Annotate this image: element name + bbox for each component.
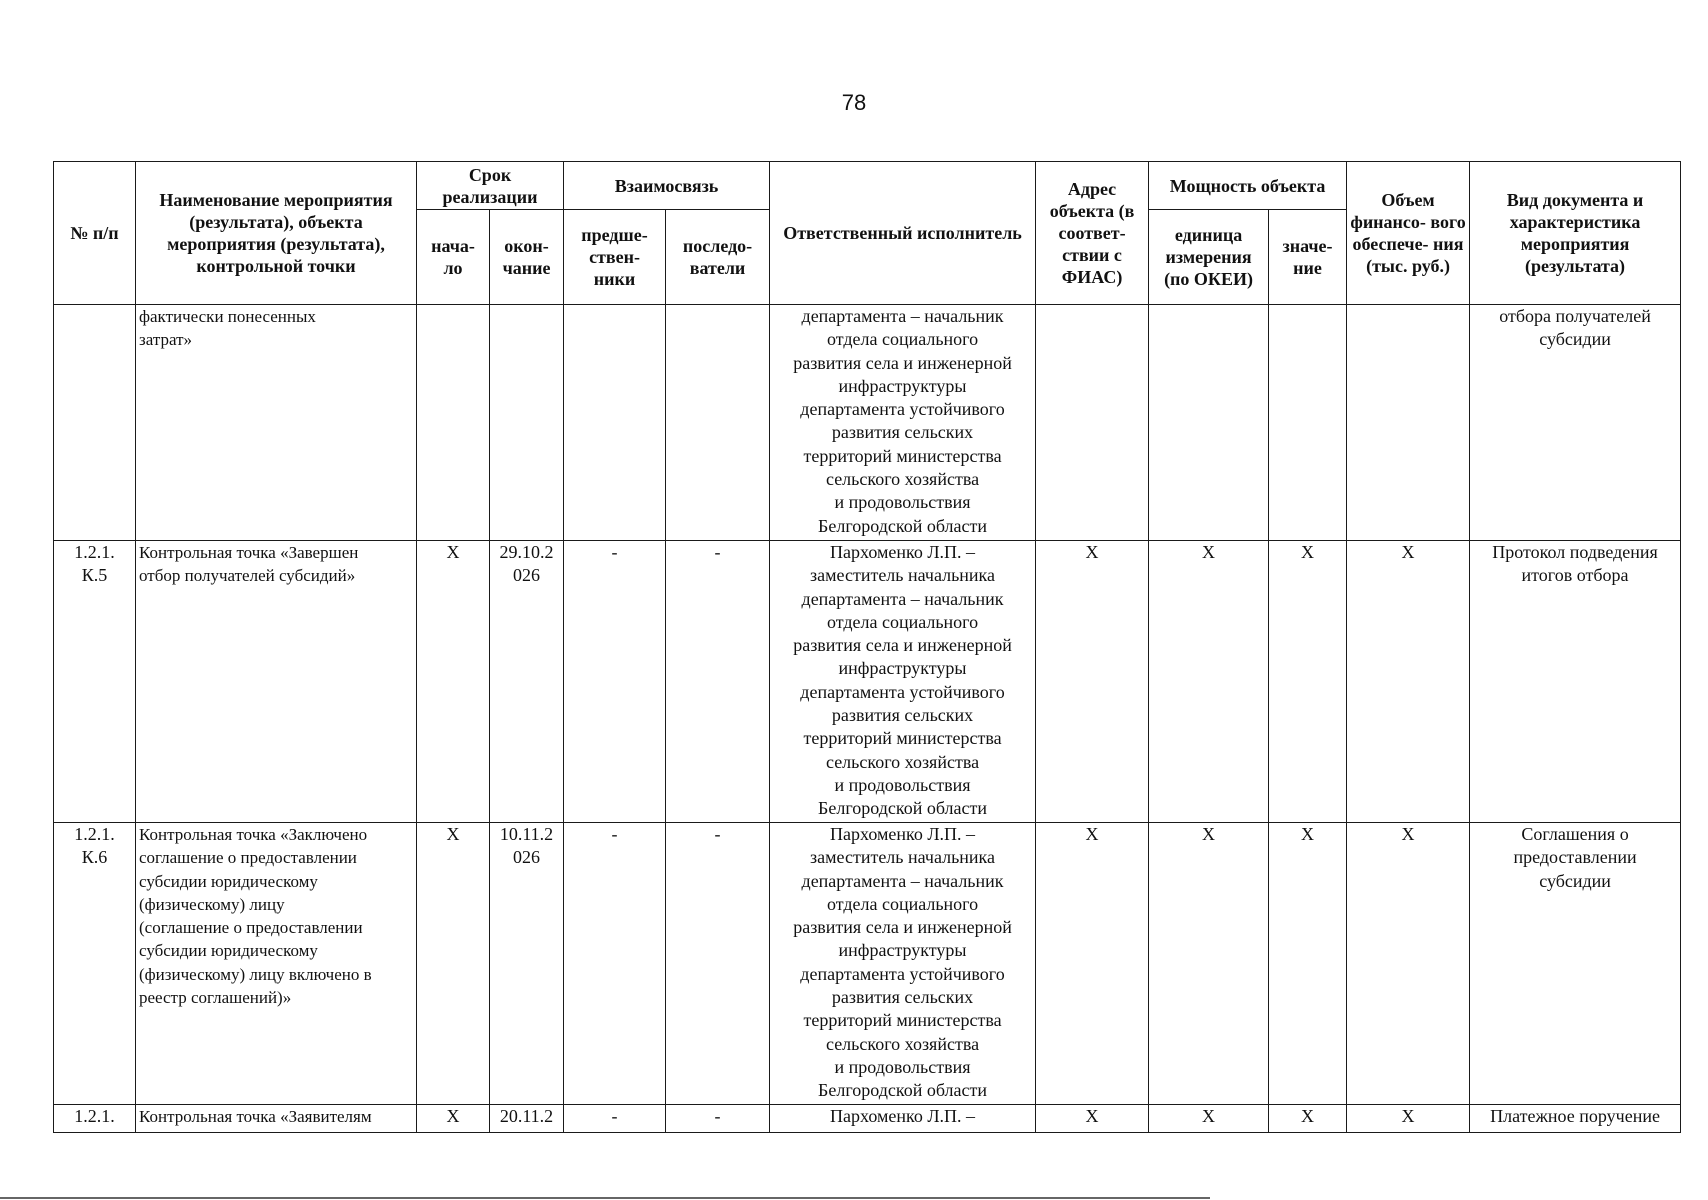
cell-address: X [1036,823,1149,1105]
table-header [54,162,1681,305]
cell-doc: Протокол подведения итогов отбора [1470,541,1681,823]
cell-num: 1.2.1. К.5 [54,541,136,823]
header-capacity: Мощность объекта [1149,162,1347,210]
cell-start [417,305,490,541]
cell-value: X [1269,541,1347,823]
header-term-end: окон- чание [490,210,564,305]
cell-value: X [1269,1105,1347,1133]
cell-successors: - [666,541,770,823]
cell-num: 1.2.1. К.6 [54,823,136,1105]
cell-address [1036,305,1149,541]
cell-name: Контрольная точка «Заявителям [136,1105,417,1133]
cell-end: 10.11.2 026 [490,823,564,1105]
header-predecessors: предше- ствен- ники [564,210,666,305]
cell-doc: Платежное поручение [1470,1105,1681,1133]
header-relation: Взаимосвязь [564,162,770,210]
cell-predecessors: - [564,541,666,823]
cell-address: X [1036,1105,1149,1133]
cell-start: X [417,541,490,823]
cell-doc: отбора получателей субсидии [1470,305,1681,541]
cell-predecessors: - [564,1105,666,1133]
cell-unit: X [1149,541,1269,823]
header-doc: Вид документа и характеристика мероприятия (результата) [1470,162,1681,305]
cell-start: X [417,823,490,1105]
header-num: № п/п [54,162,136,305]
cell-finance [1347,305,1470,541]
cell-successors: - [666,823,770,1105]
table-row [54,823,1681,1105]
table-row [54,305,1681,541]
cell-doc: Соглашения о предоставлении субсидии [1470,823,1681,1105]
cell-num: 1.2.1. [54,1105,136,1133]
header-value: значе- ние [1269,210,1347,305]
cell-responsible: Пархоменко Л.П. – [770,1105,1036,1133]
cell-end: 20.11.2 [490,1105,564,1133]
cell-unit: X [1149,823,1269,1105]
cell-predecessors [564,305,666,541]
table-row [54,541,1681,823]
cell-name: фактически понесенных затрат» [136,305,417,541]
header-finance: Объем финансо- вого обеспече- ния (тыс. руб.) [1347,162,1470,305]
header-term: Срок реализации [417,162,564,210]
scan-edge-line [0,1197,1210,1199]
cell-successors [666,305,770,541]
cell-unit [1149,305,1269,541]
cell-finance: X [1347,1105,1470,1133]
cell-name: Контрольная точка «Завершен отбор получателей субсидий» [136,541,417,823]
cell-responsible: департамента – начальник отдела социального развития села и инженерной инфраструктуры департамента устойчивого развития сельских территорий министерства сельского хозяйства и продовольствия Белгородской области [770,305,1036,541]
cell-unit: X [1149,1105,1269,1133]
cell-start: X [417,1105,490,1133]
cell-value [1269,305,1347,541]
cell-value: X [1269,823,1347,1105]
cell-name: Контрольная точка «Заключено соглашение о предоставлении субсидии юридическому (физическому) лицу (соглашение о предоставлении субсидии юридическому (физическому) лицу включено в реестр соглашений)» [136,823,417,1105]
table-row [54,1105,1681,1133]
header-unit: единица измерения (по ОКЕИ) [1149,210,1269,305]
cell-successors: - [666,1105,770,1133]
cell-finance: X [1347,823,1470,1105]
cell-address: X [1036,541,1149,823]
cell-predecessors: - [564,823,666,1105]
page-number: 78 [841,90,867,115]
cell-num [54,305,136,541]
cell-end: 29.10.2 026 [490,541,564,823]
cell-finance: X [1347,541,1470,823]
header-name: Наименование мероприятия (результата), объекта мероприятия (результата), контрольной точки [136,162,417,305]
header-term-start: нача- ло [417,210,490,305]
cell-responsible: Пархоменко Л.П. – заместитель начальника департамента – начальник отдела социального развития села и инженерной инфраструктуры департамента устойчивого развития сельских территорий министерства сельского хозяйства и продовольствия Белгородской области [770,823,1036,1105]
activity-plan-table [53,161,1681,1133]
header-responsible: Ответственный исполнитель [770,162,1036,305]
header-successors: последо- ватели [666,210,770,305]
cell-responsible: Пархоменко Л.П. – заместитель начальника департамента – начальник отдела социального развития села и инженерной инфраструктуры департамента устойчивого развития сельских территорий министерства сельского хозяйства и продовольствия Белгородской области [770,541,1036,823]
header-address: Адрес объекта (в соответ- ствии с ФИАС) [1036,162,1149,305]
cell-end [490,305,564,541]
